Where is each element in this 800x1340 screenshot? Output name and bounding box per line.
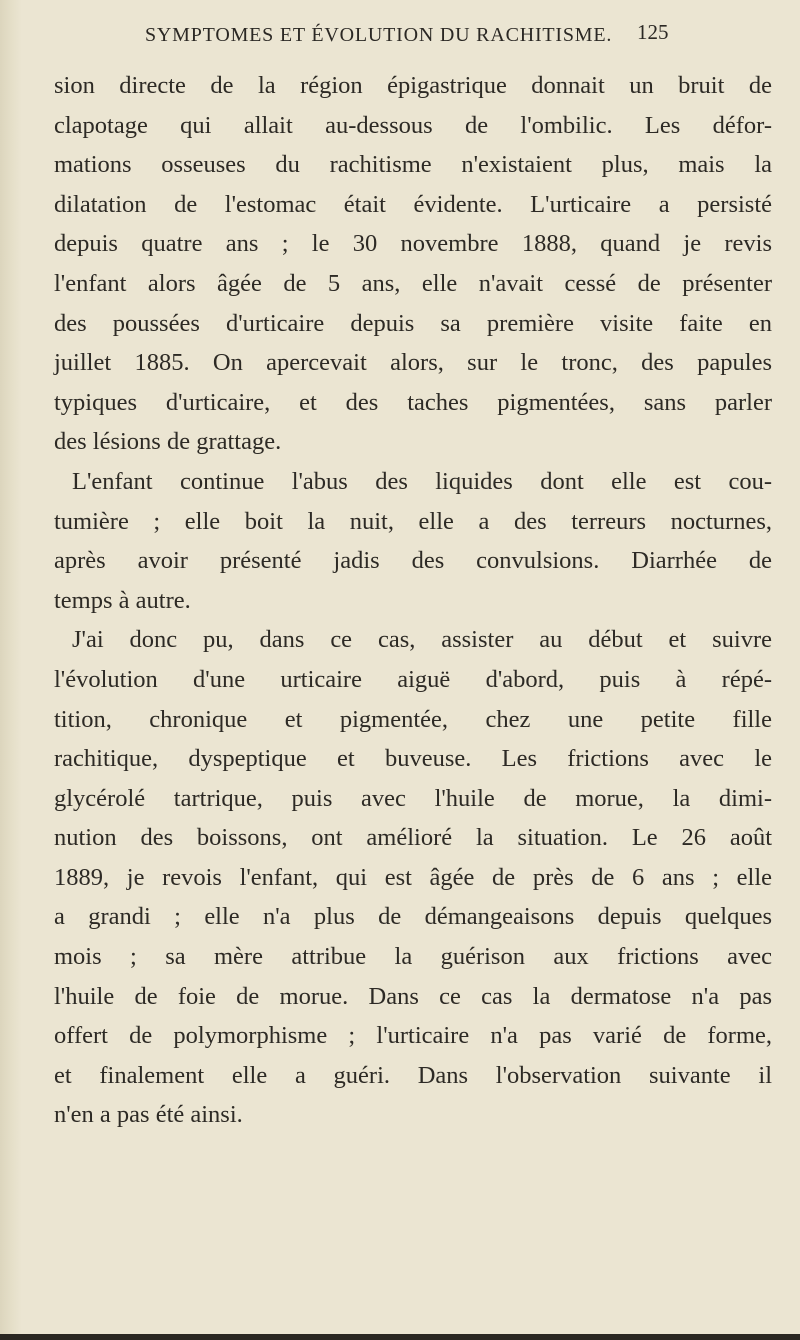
text-line: tition, chronique et pigmentée, chez une petite fille <box>54 705 772 733</box>
page-bottom-edge <box>0 1334 800 1340</box>
text-line: l'huile de foie de morue. Dans ce cas la dermatose n'a pas <box>54 982 772 1010</box>
text-line: après avoir présenté jadis des convulsions. Diarrhée de <box>54 547 772 575</box>
text-line: mations osseuses du rachitisme n'existaient plus, mais la <box>54 151 772 179</box>
text-line: nution des boissons, ont amélioré la situation. Le 26 août <box>54 824 772 852</box>
text-line: mois ; sa mère attribue la guérison aux frictions avec <box>54 943 772 971</box>
text-line: J'ai donc pu, dans ce cas, assister au début et suivre <box>72 626 772 654</box>
text-line: l'évolution d'une urticaire aiguë d'abord, puis à répé- <box>54 665 772 693</box>
text-line: 1889, je revois l'enfant, qui est âgée de près de 6 ans ; elle <box>54 863 772 891</box>
text-line: n'en a pas été ainsi. <box>54 1101 243 1129</box>
text-line: typiques d'urticaire, et des taches pigmentées, sans parler <box>54 388 772 416</box>
text-line: L'enfant continue l'abus des liquides dont elle est cou- <box>72 467 772 495</box>
text-line: des poussées d'urticaire depuis sa première visite faite en <box>54 309 772 337</box>
text-line: l'enfant alors âgée de 5 ans, elle n'avait cessé de présenter <box>54 269 772 297</box>
running-head <box>145 10 785 50</box>
body-text <box>54 66 772 1135</box>
text-line: glycérolé tartrique, puis avec l'huile de morue, la dimi- <box>54 784 772 812</box>
text-line: temps à autre. <box>54 586 191 614</box>
running-title: SYMPTOMES ET ÉVOLUTION DU RACHITISME. <box>145 24 613 46</box>
text-line: et finalement elle a guéri. Dans l'observation suivante il <box>54 1061 772 1089</box>
text-line: dilatation de l'estomac était évidente. L'urticaire a persisté <box>54 190 772 218</box>
text-line: depuis quatre ans ; le 30 novembre 1888, quand je revis <box>54 230 772 258</box>
text-line: tumière ; elle boit la nuit, elle a des terreurs nocturnes, <box>54 507 772 535</box>
text-line: rachitique, dyspeptique et buveuse. Les frictions avec le <box>54 745 772 773</box>
text-line: des lésions de grattage. <box>54 428 282 456</box>
text-line: offert de polymorphisme ; l'urticaire n'a pas varié de forme, <box>54 1022 772 1050</box>
text-line: juillet 1885. On apercevait alors, sur le tronc, des papules <box>54 349 772 377</box>
text-line: clapotage qui allait au-dessous de l'ombilic. Les défor- <box>54 111 772 139</box>
page-number: 125 <box>637 20 669 44</box>
text-line: sion directe de la région épigastrique donnait un bruit de <box>54 72 772 99</box>
text-line: a grandi ; elle n'a plus de démangeaisons depuis quelques <box>54 903 772 931</box>
page-gutter-shadow <box>0 0 22 1340</box>
